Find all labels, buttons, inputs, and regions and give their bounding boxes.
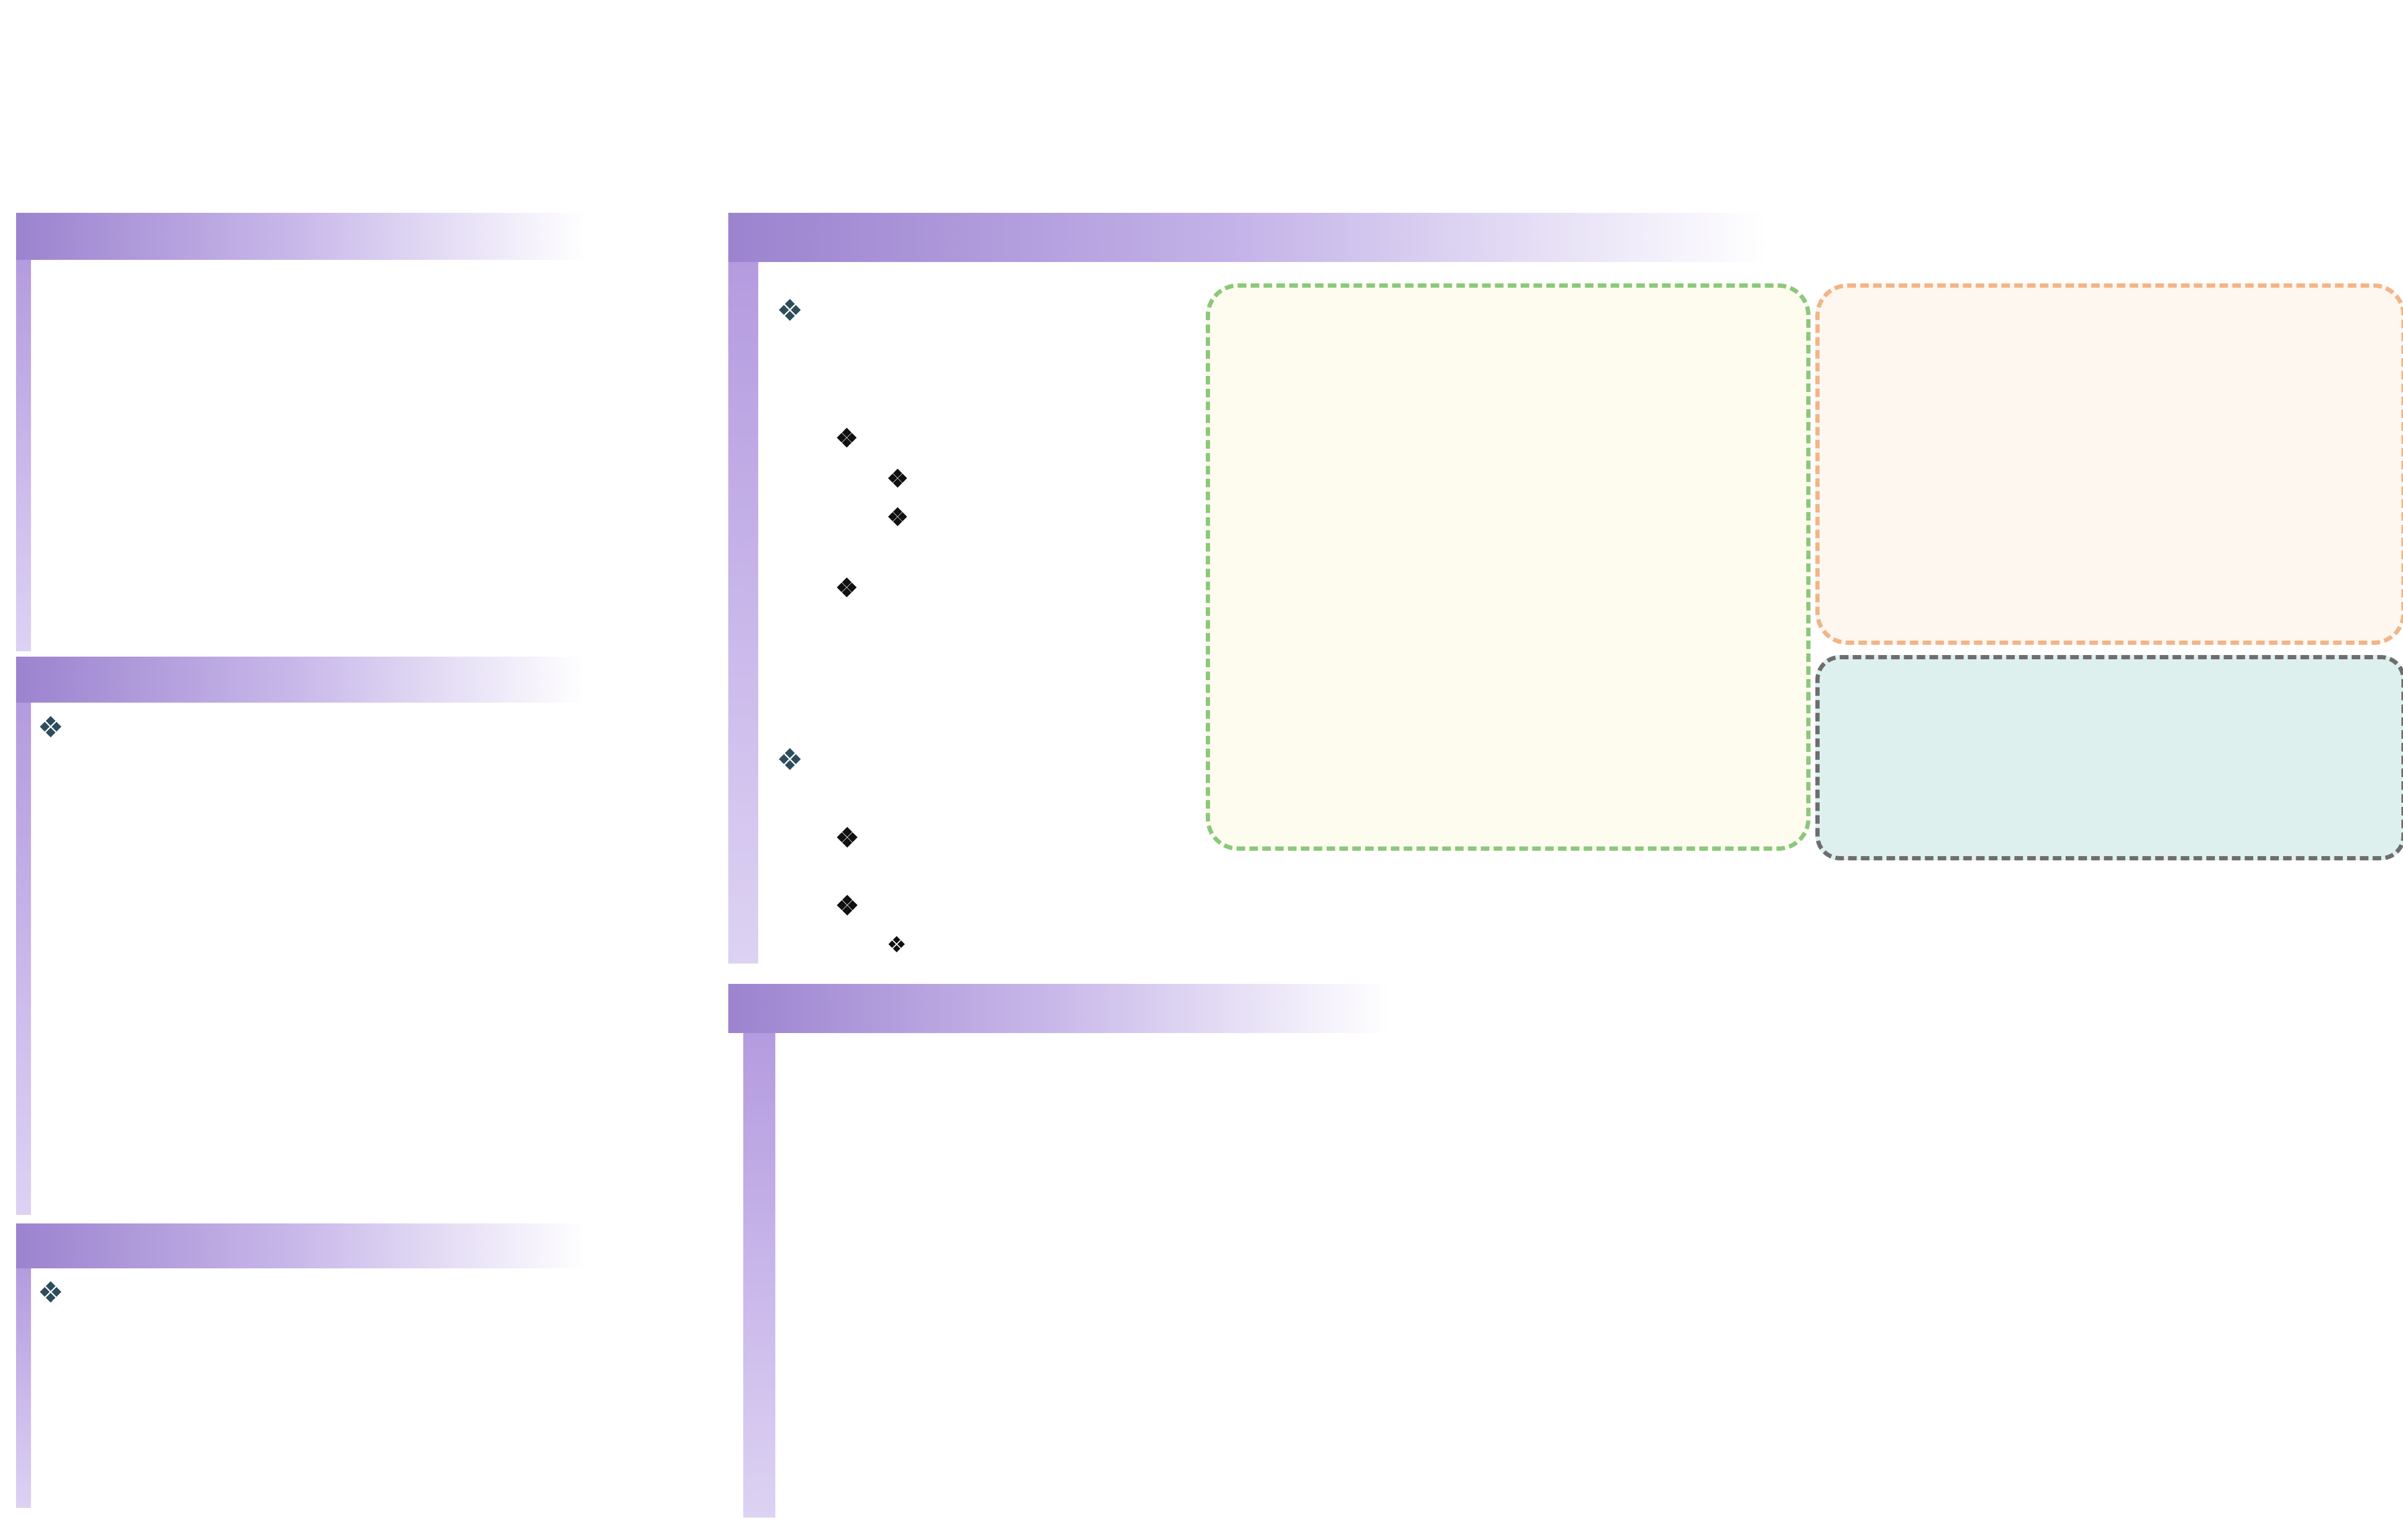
section2-left-bar xyxy=(16,703,31,1215)
section3-bullet xyxy=(37,1275,67,1310)
inference-diagram xyxy=(1815,283,2403,645)
inference-value xyxy=(835,890,882,921)
section3-left-bar xyxy=(16,1268,31,1508)
comp-identity-embedding xyxy=(887,464,929,493)
sota-left-bar xyxy=(743,1033,775,1518)
section1-left-bar xyxy=(16,260,31,651)
comp-similarity-condition xyxy=(835,424,880,453)
section3-header-band xyxy=(16,1223,728,1268)
section1-header-band xyxy=(16,213,728,260)
neurips-logo xyxy=(1839,5,2401,190)
training-diagram xyxy=(1206,283,1811,851)
neurips-logo-dots-icon xyxy=(1839,5,2000,190)
section2-header-band xyxy=(16,657,728,703)
section4-left-bar xyxy=(728,262,758,964)
comp-similarity-loss xyxy=(835,573,880,603)
key-components-bullet xyxy=(776,293,806,328)
section4-header-band xyxy=(728,213,2403,262)
training-range xyxy=(835,822,882,853)
appropriate-similarity-bullet xyxy=(776,742,806,777)
section2-bullet xyxy=(37,710,67,744)
sota-header-band xyxy=(728,984,1554,1033)
real-sim-value xyxy=(887,931,926,958)
section2-body xyxy=(31,703,728,1215)
section1-body xyxy=(31,260,728,651)
condition-diffusion-diagram xyxy=(1815,655,2403,860)
comp-cross-attention xyxy=(887,503,929,532)
section3-body xyxy=(31,1268,728,1508)
